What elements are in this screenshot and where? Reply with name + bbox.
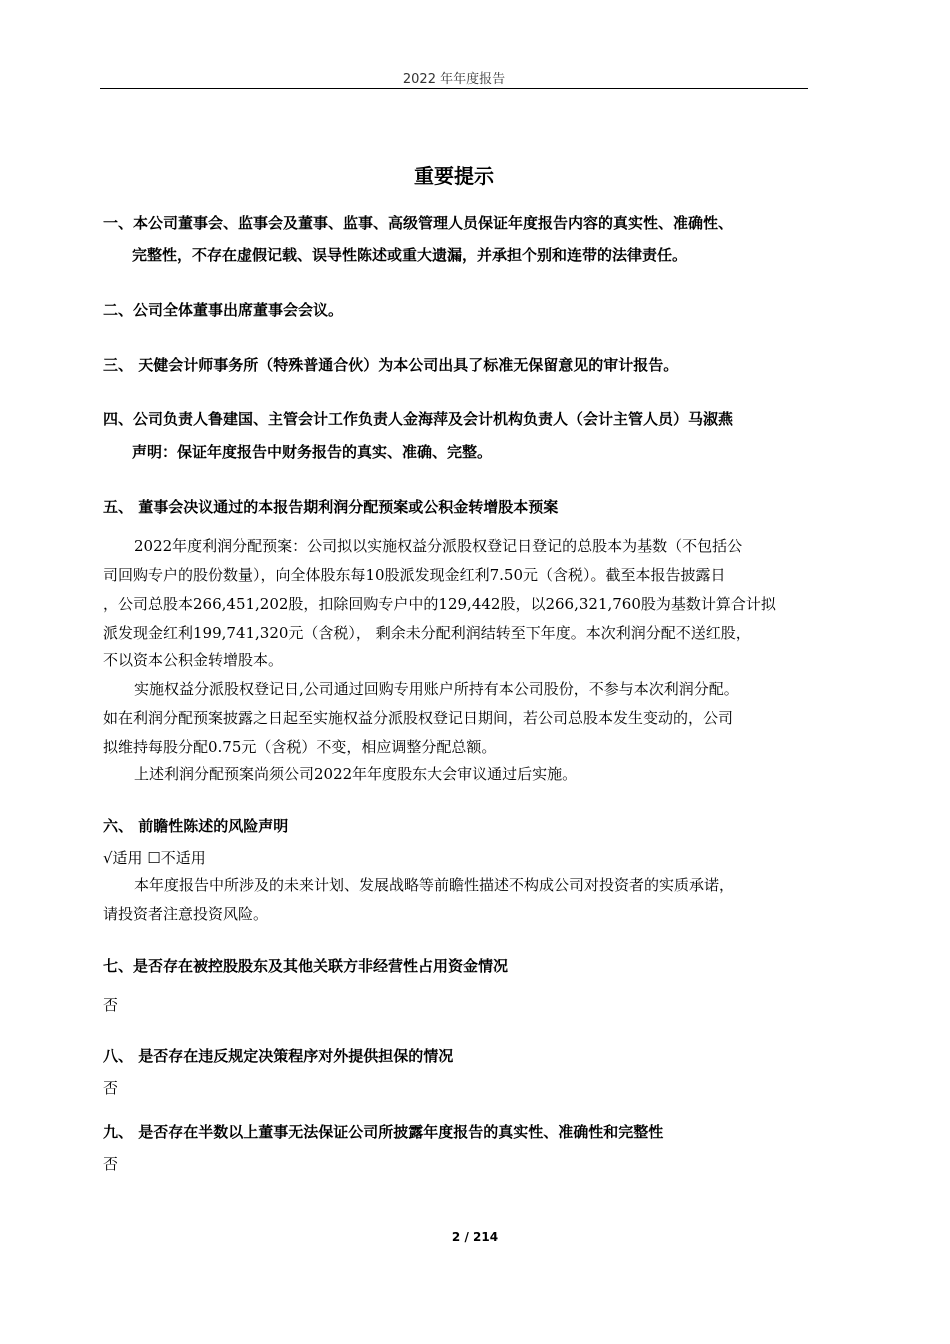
item-1-line-1: 一、本公司董事会、监事会及董事、监事、高级管理人员保证年度报告内容的真实性、准确性、 xyxy=(103,214,734,232)
item-5-body-line: 司回购专户的股份数量），向全体股东每10股派发现金红利7.50元（含税）。截至本报告披露日 xyxy=(103,566,726,584)
item-4-line-1: 四、公司负责人鲁建国、主管会计工作负责人金海萍及会计机构负责人（会计主管人员）马淑燕 xyxy=(103,410,734,428)
page-header: 2022 年年度报告 xyxy=(402,72,506,87)
item-5-body-line: 实施权益分派股权登记日,公司通过回购专用账户所持有本公司股份，不参与本次利润分配。 xyxy=(134,680,739,698)
item-8-heading: 八、 是否存在违反规定决策程序对外提供担保的情况 xyxy=(103,1047,454,1065)
item-5-body-line: ，公司总股本266,451,202股，扣除回购专户中的129,442股，以266,321,760股为基数计算合计拟 xyxy=(103,595,776,613)
item-9-heading: 九、 是否存在半数以上董事无法保证公司所披露年度报告的真实性、准确性和完整性 xyxy=(103,1123,664,1141)
item-5-heading: 五、 董事会决议通过的本报告期利润分配预案或公积金转增股本预案 xyxy=(103,498,559,516)
header-divider xyxy=(100,88,808,89)
item-4-line-2: 声明：保证年度报告中财务报告的真实、准确、完整。 xyxy=(132,443,493,461)
item-1-line-2: 完整性，不存在虚假记载、误导性陈述或重大遗漏，并承担个别和连带的法律责任。 xyxy=(132,246,688,264)
item-5-body-line: 2022年度利润分配预案：公司拟以实施权益分派股权登记日登记的总股本为基数（不包括公 xyxy=(134,537,743,555)
item-5-body-line: 如在利润分配预案披露之日起至实施权益分派股权登记日期间，若公司总股本发生变动的，公司 xyxy=(103,709,734,727)
item-3-line-1: 三、 天健会计师事务所（特殊普通合伙）为本公司出具了标准无保留意见的审计报告。 xyxy=(103,356,679,374)
item-5-body-line: 上述利润分配预案尚须公司2022年年度股东大会审议通过后实施。 xyxy=(134,765,578,783)
item-2-line-1: 二、公司全体董事出席董事会会议。 xyxy=(103,301,344,319)
item-6-body-line: 请投资者注意投资风险。 xyxy=(103,905,269,923)
item-9-answer: 否 xyxy=(103,1155,119,1173)
item-5-body-line: 派发现金红利199,741,320元（含税）， 剩余未分配利润结转至下年度。本次利润分配不送红股， xyxy=(103,624,751,642)
item-5-body-line: 不以资本公积金转增股本。 xyxy=(103,651,284,669)
item-8-answer: 否 xyxy=(103,1079,119,1097)
item-6-heading: 六、 前瞻性陈述的风险声明 xyxy=(103,817,289,835)
item-5-body-line: 拟维持每股分配0.75元（含税）不变，相应调整分配总额。 xyxy=(103,738,497,756)
item-7-answer: 否 xyxy=(103,996,119,1014)
item-7-heading: 七、是否存在被控股股东及其他关联方非经营性占用资金情况 xyxy=(103,957,509,975)
page-number: 2 / 214 xyxy=(451,1230,499,1244)
item-6-applicability: √适用 ☐不适用 xyxy=(103,849,206,867)
item-6-body-line: 本年度报告中所涉及的未来计划、发展战略等前瞻性描述不构成公司对投资者的实质承诺， xyxy=(134,876,735,894)
page-title: 重要提示 xyxy=(414,164,494,188)
